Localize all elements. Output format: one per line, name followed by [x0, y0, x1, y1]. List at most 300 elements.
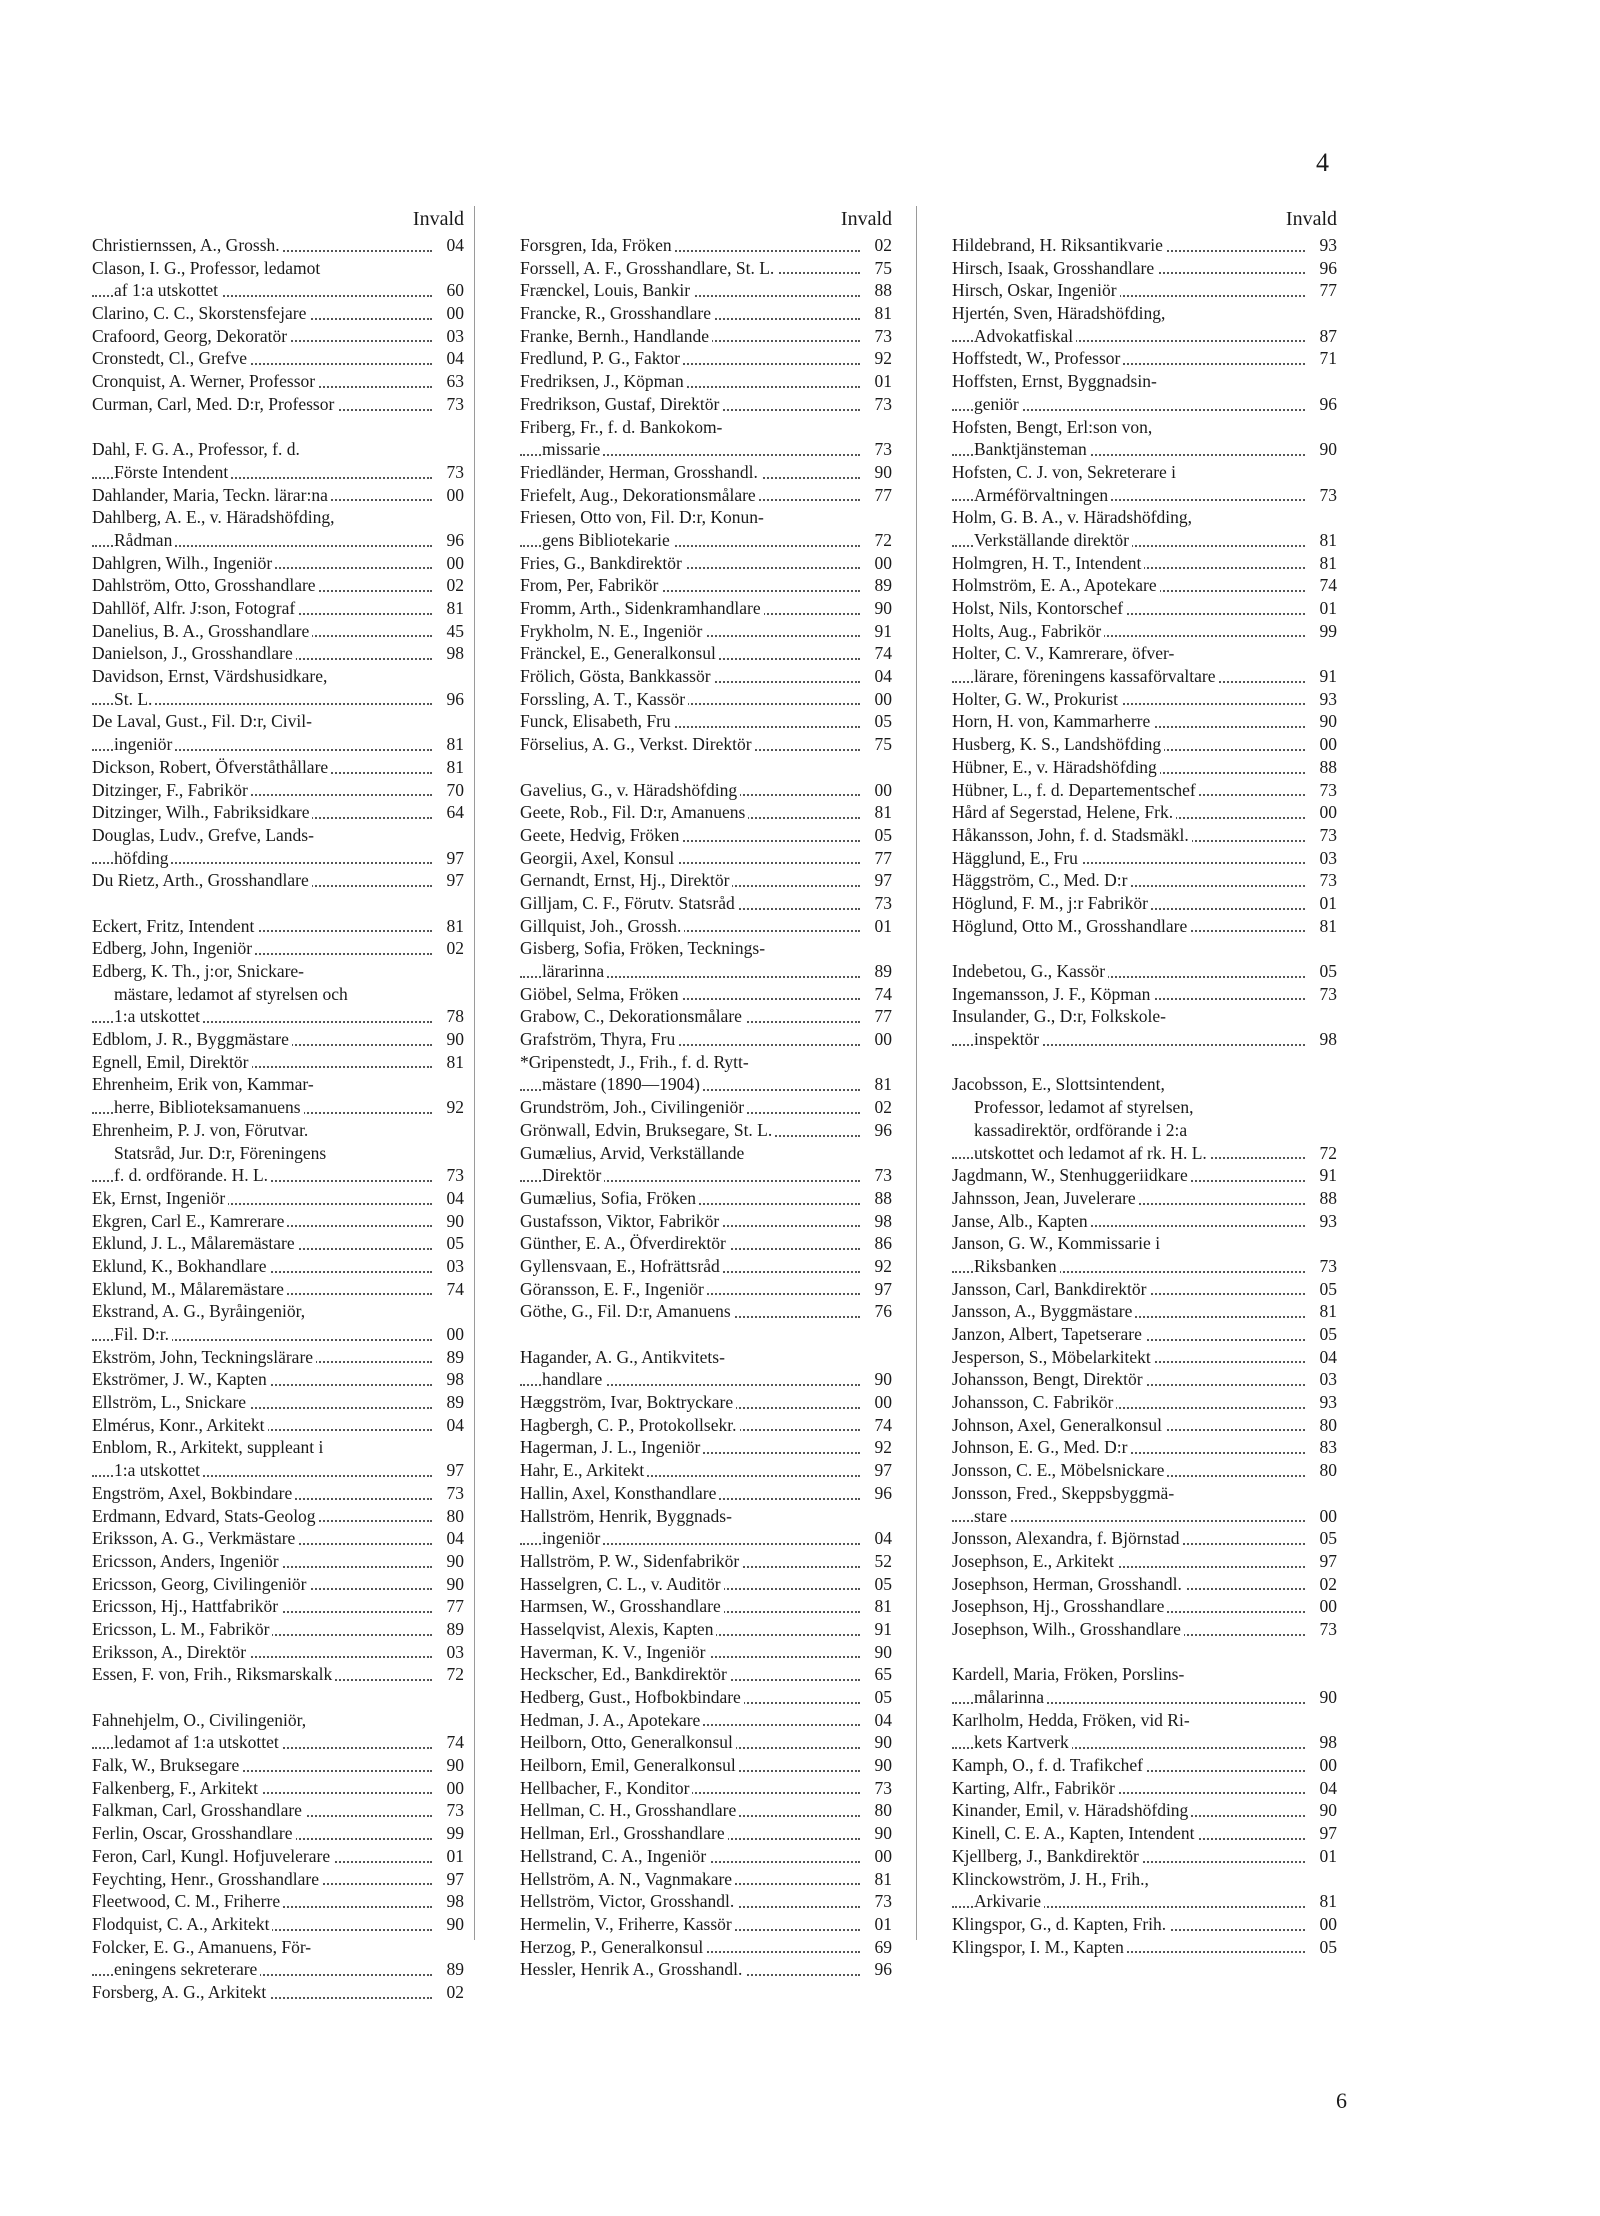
entry-year: 73 — [1305, 1255, 1337, 1278]
entry-year: 02 — [432, 1981, 464, 2004]
entry-line — [520, 257, 892, 280]
entry-text — [520, 757, 523, 777]
entry-text: Hasselgren, C. L., v. Auditör — [520, 1573, 724, 1596]
entry-text: målarinna — [974, 1686, 1047, 1709]
entry-text: Douglas, Ludv., Grefve, Lands- — [92, 825, 317, 845]
column-divider — [474, 206, 475, 1940]
entry-line — [952, 779, 1337, 802]
entry-line — [952, 1096, 1337, 1119]
entry-line — [952, 1731, 1337, 1754]
entry-line — [952, 1005, 1337, 1028]
entry-line — [92, 552, 464, 575]
entry-text: Fries, G., Bankdirektör — [520, 552, 685, 575]
entry-line — [520, 574, 892, 597]
entry-year: 64 — [432, 801, 464, 824]
entry-year: 01 — [1305, 597, 1337, 620]
entry-line — [520, 1709, 892, 1732]
entry-line — [952, 325, 1337, 348]
entry-year: 74 — [432, 1731, 464, 1754]
entry-year: 91 — [1305, 665, 1337, 688]
entry-year: 74 — [860, 983, 892, 1006]
entry-year: 03 — [432, 325, 464, 348]
entry-year: 75 — [860, 733, 892, 756]
entry-line — [520, 1913, 892, 1936]
entry-line — [952, 869, 1337, 892]
entry-line — [952, 1323, 1337, 1346]
entry-year: 01 — [860, 915, 892, 938]
entry-text: Crafoord, Georg, Dekoratör — [92, 325, 290, 348]
entry-line — [952, 1890, 1337, 1913]
entry-line — [92, 1845, 464, 1868]
entry-line — [952, 506, 1337, 529]
entry-text: Frænckel, Louis, Bankir — [520, 279, 693, 302]
entry-year: 04 — [432, 347, 464, 370]
entry-text: Josephson, Hj., Grosshandlare — [952, 1595, 1167, 1618]
entry-text: Johnson, Axel, Generalkonsul — [952, 1414, 1165, 1437]
entry-year: 05 — [1305, 1527, 1337, 1550]
entry-text: geniör — [974, 393, 1022, 416]
entry-text: Josephson, E., Arkitekt — [952, 1550, 1117, 1573]
entry-line — [952, 642, 1337, 665]
entry-year: 89 — [860, 574, 892, 597]
entry-year: 73 — [1305, 484, 1337, 507]
entry-line — [520, 1210, 892, 1233]
entry-text: Dahllöf, Alfr. J:son, Fotograf — [92, 597, 298, 620]
entry-year: 73 — [432, 1799, 464, 1822]
entry-year: 77 — [860, 484, 892, 507]
entry-text: Ekgren, Carl E., Kamrerare — [92, 1210, 287, 1233]
entry-line — [952, 484, 1337, 507]
entry-line — [520, 552, 892, 575]
entry-text: kets Kartverk — [974, 1731, 1072, 1754]
entry-year: 72 — [432, 1663, 464, 1686]
entry-text: Ferlin, Oscar, Grosshandlare — [92, 1822, 296, 1845]
entry-line — [520, 1187, 892, 1210]
entry-line — [520, 1051, 892, 1074]
entry-text: Jagdmann, W., Stenhuggeriidkare — [952, 1164, 1191, 1187]
entry-year: 98 — [432, 1368, 464, 1391]
entry-text: Edberg, K. Th., j:or, Snickare- — [92, 961, 307, 981]
entry-year: 90 — [860, 1641, 892, 1664]
entry-year: 89 — [860, 960, 892, 983]
entry-line — [952, 1686, 1337, 1709]
entry-line — [92, 1028, 464, 1051]
entry-line — [520, 847, 892, 870]
entry-line — [92, 1573, 464, 1596]
entry-line — [952, 847, 1337, 870]
entry-line — [952, 1936, 1337, 1959]
entry-text: Dahlström, Otto, Grosshandlare — [92, 574, 319, 597]
entry-line — [520, 529, 892, 552]
entry-text: Förselius, A. G., Verkst. Direktör — [520, 733, 755, 756]
entry-line — [952, 1073, 1337, 1096]
entry-year: 00 — [860, 1845, 892, 1868]
entry-year: 00 — [432, 1323, 464, 1346]
entry-line — [520, 1527, 892, 1550]
entry-text: utskottet och ledamot af rk. H. L. — [974, 1142, 1210, 1165]
entry-line — [92, 642, 464, 665]
entry-year: 97 — [432, 1868, 464, 1891]
entry-line — [520, 1028, 892, 1051]
entry-text: lärare, föreningens kassaförvaltare — [974, 665, 1218, 688]
entry-line — [92, 574, 464, 597]
entry-text: Jonsson, Fred., Skeppsbyggmä- — [952, 1483, 1177, 1503]
entry-text: Janzon, Albert, Tapetserare — [952, 1323, 1145, 1346]
entry-line — [92, 960, 464, 983]
entry-text: Curman, Carl, Med. D:r, Professor — [92, 393, 337, 416]
column-divider — [916, 206, 917, 1940]
entry-line — [952, 620, 1337, 643]
entry-text: Ehrenheim, P. J. von, Förutvar. — [92, 1120, 311, 1140]
entry-line — [520, 1686, 892, 1709]
entry-text — [92, 1687, 95, 1707]
entry-text: Janse, Alb., Kapten — [952, 1210, 1091, 1233]
entry-line — [520, 710, 892, 733]
entry-text: höfding — [114, 847, 171, 870]
entry-line — [520, 325, 892, 348]
entry-line — [92, 1958, 464, 1981]
entry-text: Fredriksen, J., Köpman — [520, 370, 687, 393]
entry-line — [520, 620, 892, 643]
directory-column-2 — [520, 206, 892, 1981]
entry-text: Holm, G. B. A., v. Häradshöfding, — [952, 507, 1195, 527]
entry-text: Holts, Aug., Fabrikör — [952, 620, 1104, 643]
entry-year: 73 — [432, 461, 464, 484]
entry-line — [520, 347, 892, 370]
entry-line — [92, 461, 464, 484]
entry-year: 00 — [1305, 733, 1337, 756]
entry-year: 96 — [1305, 393, 1337, 416]
entry-line — [952, 1278, 1337, 1301]
entry-year: 71 — [1305, 347, 1337, 370]
entry-line — [92, 1505, 464, 1528]
entry-line — [520, 983, 892, 1006]
entry-line — [952, 597, 1337, 620]
entry-year: 74 — [1305, 574, 1337, 597]
entry-year: 80 — [432, 1505, 464, 1528]
entry-text: Jonsson, Alexandra, f. Björnstad — [952, 1527, 1182, 1550]
entry-year: 81 — [1305, 529, 1337, 552]
entry-line — [520, 234, 892, 257]
entry-line — [92, 1618, 464, 1641]
entry-year: 92 — [860, 1436, 892, 1459]
entry-line — [92, 1210, 464, 1233]
entry-year: 60 — [432, 279, 464, 302]
entry-year: 96 — [860, 1958, 892, 1981]
entry-text: Fromm, Arth., Sidenkramhandlare — [520, 597, 764, 620]
entry-year: 73 — [860, 325, 892, 348]
entry-line — [520, 1436, 892, 1459]
column-header-invald: Invald — [840, 208, 892, 230]
entry-text: Jonsson, C. E., Möbelsnickare — [952, 1459, 1167, 1482]
entry-text: Günther, E. A., Öfverdirektör — [520, 1232, 729, 1255]
entry-text: Göthe, G., Fil. D:r, Amanuens — [520, 1300, 734, 1323]
entry-year: 01 — [1305, 1845, 1337, 1868]
entry-year: 97 — [860, 1459, 892, 1482]
entry-line — [520, 1777, 892, 1800]
entry-line — [520, 688, 892, 711]
entry-line — [952, 1391, 1337, 1414]
entry-year: 73 — [1305, 1618, 1337, 1641]
entry-text: Grönwall, Edvin, Bruksegare, St. L. — [520, 1119, 775, 1142]
entry-text: Giöbel, Selma, Fröken — [520, 983, 681, 1006]
entry-text: Fredlund, P. G., Faktor — [520, 347, 683, 370]
entry-text: Ellström, L., Snickare — [92, 1391, 249, 1414]
entry-text: Ericsson, Hj., Hattfabrikör — [92, 1595, 281, 1618]
entry-line — [520, 779, 892, 802]
entry-text: Hagerman, J. L., Ingeniör — [520, 1436, 703, 1459]
entry-year: 63 — [432, 370, 464, 393]
entry-text: Hellstrand, C. A., Ingeniör — [520, 1845, 709, 1868]
entry-text: Ericsson, Georg, Civilingeniör — [92, 1573, 310, 1596]
entry-text: Kinell, C. E. A., Kapten, Intendent — [952, 1822, 1198, 1845]
entry-line — [520, 1482, 892, 1505]
entry-year: 81 — [860, 1073, 892, 1096]
entry-year: 78 — [432, 1005, 464, 1028]
entry-text: Heilborn, Otto, Generalkonsul — [520, 1731, 736, 1754]
entry-line — [92, 1051, 464, 1074]
entry-line — [520, 1641, 892, 1664]
entry-line — [952, 915, 1337, 938]
entry-text: Jahnsson, Jean, Juvelerare — [952, 1187, 1139, 1210]
entry-line — [520, 1822, 892, 1845]
entry-year: 76 — [860, 1300, 892, 1323]
entry-line — [952, 1119, 1337, 1142]
entry-year: 81 — [432, 915, 464, 938]
entry-year: 96 — [860, 1119, 892, 1142]
entry-line — [520, 1414, 892, 1437]
entry-year: 72 — [1305, 1142, 1337, 1165]
entry-year: 90 — [432, 1028, 464, 1051]
entry-line — [952, 279, 1337, 302]
entry-text: Hagander, A. G., Antikvitets- — [520, 1347, 728, 1367]
entry-text: Gumælius, Sofia, Fröken — [520, 1187, 699, 1210]
entry-year: 93 — [1305, 688, 1337, 711]
entry-text: Arkivarie — [974, 1890, 1044, 1913]
entry-line — [92, 416, 464, 439]
entry-year: 88 — [1305, 1187, 1337, 1210]
entry-text: Falkenberg, F., Arkitekt — [92, 1777, 261, 1800]
entry-line — [92, 688, 464, 711]
entry-line — [520, 1618, 892, 1641]
entry-line — [520, 1505, 892, 1528]
entry-line — [92, 1323, 464, 1346]
entry-year: 96 — [1305, 257, 1337, 280]
entry-year: 92 — [432, 1096, 464, 1119]
entry-line — [952, 1482, 1337, 1505]
entry-year: 97 — [1305, 1550, 1337, 1573]
entry-line — [952, 665, 1337, 688]
entry-line — [952, 234, 1337, 257]
entry-line — [92, 801, 464, 824]
entry-year: 81 — [432, 756, 464, 779]
entry-text: Egnell, Emil, Direktör — [92, 1051, 252, 1074]
entry-line — [520, 506, 892, 529]
entry-year: 05 — [1305, 960, 1337, 983]
entry-text: Ericsson, Anders, Ingeniör — [92, 1550, 282, 1573]
entry-text: Ingemansson, J. F., Köpman — [952, 983, 1153, 1006]
entry-text: Forssell, A. F., Grosshandlare, St. L. — [520, 257, 777, 280]
entry-year: 05 — [432, 1232, 464, 1255]
entry-line — [952, 801, 1337, 824]
entry-text: Kamph, O., f. d. Trafikchef — [952, 1754, 1146, 1777]
entry-year: 01 — [432, 1845, 464, 1868]
entry-line — [520, 1845, 892, 1868]
entry-year: 90 — [432, 1754, 464, 1777]
entry-text: Klingspor, G., d. Kapten, Frih. — [952, 1913, 1169, 1936]
entry-text: Johansson, C. Fabrikör — [952, 1391, 1116, 1414]
entry-text: eningens sekreterare — [114, 1958, 260, 1981]
entry-line — [520, 1550, 892, 1573]
entry-line — [952, 1822, 1337, 1845]
entry-line — [92, 1096, 464, 1119]
entry-text: Höglund, Otto M., Grosshandlare — [952, 915, 1190, 938]
entry-year: 91 — [860, 620, 892, 643]
entry-line — [92, 506, 464, 529]
entry-text: Hellström, A. N., Vagnmakare — [520, 1868, 735, 1891]
entry-text: Hellman, C. H., Grosshandlare — [520, 1799, 739, 1822]
entry-text: Riksbanken — [974, 1255, 1060, 1278]
entry-year: 03 — [432, 1641, 464, 1664]
entry-text: Ditzinger, Wilh., Fabriksidkare — [92, 801, 312, 824]
entry-year: 03 — [1305, 847, 1337, 870]
entry-line — [92, 234, 464, 257]
entry-line — [520, 393, 892, 416]
entry-line — [92, 665, 464, 688]
entry-line — [92, 1414, 464, 1437]
entry-line — [92, 869, 464, 892]
entry-line — [520, 279, 892, 302]
entry-line — [92, 1686, 464, 1709]
entry-year: 81 — [1305, 1890, 1337, 1913]
entry-line — [92, 1890, 464, 1913]
entry-year: 45 — [432, 620, 464, 643]
entry-text: Hirsch, Oskar, Ingeniör — [952, 279, 1120, 302]
entry-text: Clarino, C. C., Skorstensfejare — [92, 302, 309, 325]
entry-text: Frykholm, N. E., Ingeniör — [520, 620, 705, 643]
entry-line — [92, 1822, 464, 1845]
entry-line — [952, 1505, 1337, 1528]
entry-line — [520, 1255, 892, 1278]
entry-line — [92, 1346, 464, 1369]
entry-year: 77 — [432, 1595, 464, 1618]
entry-year: 73 — [432, 1482, 464, 1505]
entry-line — [520, 1323, 892, 1346]
entry-text: ingeniör — [542, 1527, 603, 1550]
entry-text: Hofsten, Bengt, Erl:son von, — [952, 417, 1155, 437]
entry-year: 75 — [860, 257, 892, 280]
entry-list — [520, 234, 892, 1981]
entry-line — [92, 438, 464, 461]
entry-text: Hahr, E., Arkitekt — [520, 1459, 647, 1482]
entry-text: af 1:a utskottet — [114, 279, 221, 302]
entry-year: 02 — [860, 234, 892, 257]
entry-line — [952, 1187, 1337, 1210]
entry-year: 90 — [860, 1822, 892, 1845]
entry-year: 81 — [1305, 1300, 1337, 1323]
entry-text: Eklund, M., Målaremästare — [92, 1278, 287, 1301]
entry-text: inspektör — [974, 1028, 1042, 1051]
entry-year: 98 — [860, 1210, 892, 1233]
entry-text: Fleetwood, C. M., Friherre — [92, 1890, 283, 1913]
entry-year: 03 — [432, 1255, 464, 1278]
entry-text: Ekstrand, A. G., Byråingeniör, — [92, 1301, 308, 1321]
entry-line — [92, 1391, 464, 1414]
entry-text: Ekströmer, J. W., Kapten — [92, 1368, 270, 1391]
entry-year: 90 — [1305, 710, 1337, 733]
entry-text: Indebetou, G., Kassör — [952, 960, 1108, 983]
entry-text: Elmérus, Konr., Arkitekt — [92, 1414, 268, 1437]
entry-text: Forssling, A. T., Kassör — [520, 688, 688, 711]
entry-text: kassadirektör, ordförande i 2:a — [974, 1120, 1190, 1140]
entry-line — [520, 1595, 892, 1618]
entry-year: 93 — [1305, 1210, 1337, 1233]
entry-year: 00 — [860, 688, 892, 711]
entry-year: 00 — [432, 552, 464, 575]
entry-line — [952, 1346, 1337, 1369]
entry-line — [92, 779, 464, 802]
entry-year: 81 — [432, 1051, 464, 1074]
entry-line — [92, 1663, 464, 1686]
entry-text — [92, 893, 95, 913]
entry-line — [952, 892, 1337, 915]
entry-text: Josephson, Herman, Grosshandl. — [952, 1573, 1185, 1596]
entry-year: 73 — [860, 1890, 892, 1913]
entry-text: Forsgren, Ida, Fröken — [520, 234, 675, 257]
entry-year: 96 — [860, 1482, 892, 1505]
entry-line — [952, 1527, 1337, 1550]
entry-year: 91 — [860, 1618, 892, 1641]
entry-year: 89 — [432, 1391, 464, 1414]
entry-line — [92, 1641, 464, 1664]
entry-text — [952, 1052, 955, 1072]
entry-line — [92, 710, 464, 733]
entry-year: 73 — [432, 1164, 464, 1187]
entry-text: Cronquist, A. Werner, Professor — [92, 370, 318, 393]
entry-year: 90 — [860, 461, 892, 484]
entry-text: Gillquist, Joh., Grossh. — [520, 915, 684, 938]
entry-year: 98 — [1305, 1028, 1337, 1051]
entry-line — [92, 824, 464, 847]
entry-text: Funck, Elisabeth, Fru — [520, 710, 674, 733]
entry-year: 93 — [1305, 1391, 1337, 1414]
page-number: 6 — [1336, 2088, 1347, 2113]
entry-line — [952, 1868, 1337, 1891]
entry-year: 69 — [860, 1936, 892, 1959]
entry-year: 86 — [860, 1232, 892, 1255]
entry-text: mästare, ledamot af styrelsen och — [114, 984, 351, 1004]
entry-text: Karlholm, Hedda, Fröken, vid Ri- — [952, 1710, 1193, 1730]
entry-text: Advokatfiskal — [974, 325, 1076, 348]
entry-text: Insulander, G., D:r, Folkskole- — [952, 1006, 1169, 1026]
entry-line — [92, 937, 464, 960]
entry-year: 00 — [860, 779, 892, 802]
entry-line — [92, 279, 464, 302]
entry-year: 00 — [1305, 1505, 1337, 1528]
entry-text — [520, 1324, 523, 1344]
entry-text: Häggström, C., Med. D:r — [952, 869, 1130, 892]
entry-line — [520, 1368, 892, 1391]
entry-text: Hellström, Victor, Grosshandl. — [520, 1890, 737, 1913]
entry-line — [92, 370, 464, 393]
entry-line — [952, 1573, 1337, 1596]
entry-line — [92, 325, 464, 348]
entry-line — [92, 257, 464, 280]
entry-year: 81 — [1305, 915, 1337, 938]
entry-year: 01 — [860, 1913, 892, 1936]
entry-text: Grabow, C., Dekorationsmålare — [520, 1005, 745, 1028]
entry-line — [92, 1459, 464, 1482]
